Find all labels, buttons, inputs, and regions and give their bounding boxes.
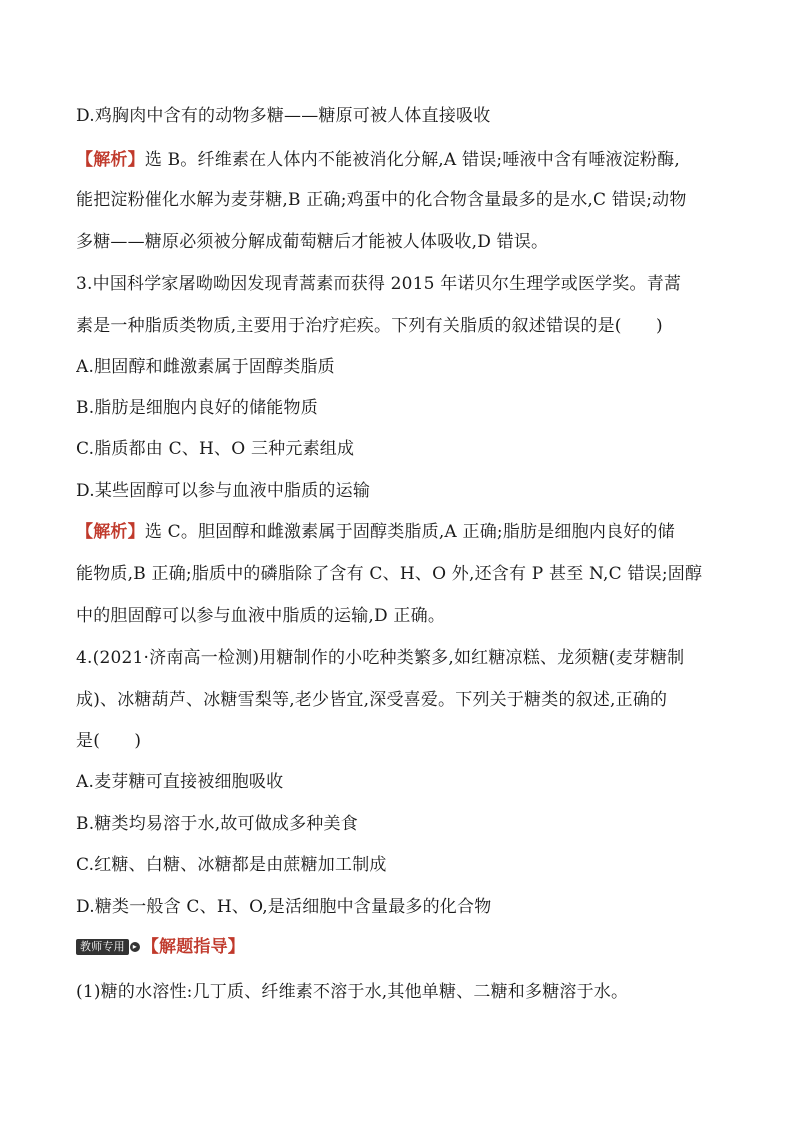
q3-option-b: B.脂肪是细胞内良好的储能物质 xyxy=(76,398,318,418)
teacher-guide-heading xyxy=(76,935,722,959)
q2-analysis-line-2: 能把淀粉催化水解为麦芽糖,B 正确;鸡蛋中的化合物含量最多的是水,C 错误;动物 xyxy=(76,190,687,210)
q3-stem-line-1: 3.中国科学家屠呦呦因发现青蒿素而获得 2015 年诺贝尔生理学或医学奖。青蒿 xyxy=(76,274,682,294)
q4-stem-line-2: 成)、冰糖葫芦、冰糖雪梨等,老少皆宜,深受喜爱。下列关于糖类的叙述,正确的 xyxy=(76,690,668,710)
q2-option-d: D.鸡胸肉中含有的动物多糖——糖原可被人体直接吸收 xyxy=(76,106,491,126)
q4-stem-line-1: 4.(2021·济南高一检测)用糖制作的小吃种类繁多,如红糖凉糕、龙须糖(麦芽糖制 xyxy=(76,648,685,668)
q3-analysis-line-2: 能物质,B 正确;脂质中的磷脂除了含有 C、H、O 外,还含有 P 甚至 N,C 错误;固醇 xyxy=(76,564,703,584)
q4-stem-line-3: 是( ) xyxy=(76,731,142,751)
q4-option-d: D.糖类一般含 C、H、O,是活细胞中含量最多的化合物 xyxy=(76,897,492,917)
q4-option-a: A.麦芽糖可直接被细胞吸收 xyxy=(76,772,284,792)
analysis-label: 【解析】 xyxy=(76,150,145,170)
q2-analysis-line-1 xyxy=(76,148,722,172)
q4-option-b: B.糖类均易溶于水,故可做成多种美食 xyxy=(76,814,358,834)
teacher-only-badge: 教师专用 xyxy=(76,939,129,955)
guide-label: 【解题指导】 xyxy=(141,937,246,957)
q2-analysis-line-3: 多糖——糖原必须被分解成葡萄糖后才能被人体吸收,D 错误。 xyxy=(76,232,549,252)
q4-option-c: C.红糖、白糖、冰糖都是由蔗糖加工制成 xyxy=(76,855,387,875)
q3-option-a: A.胆固醇和雌激素属于固醇类脂质 xyxy=(76,357,335,377)
q3-analysis-line-1 xyxy=(76,520,722,544)
q3-analysis-line-3: 中的胆固醇可以参与血液中脂质的运输,D 正确。 xyxy=(76,606,446,626)
q3-stem-line-2: 素是一种脂质类物质,主要用于治疗疟疾。下列有关脂质的叙述错误的是( ) xyxy=(76,316,663,336)
analysis-text: 选 C。胆固醇和雌激素属于固醇类脂质,A 正确;脂肪是细胞内良好的储 xyxy=(144,522,675,542)
analysis-label: 【解析】 xyxy=(76,522,145,542)
q3-option-d: D.某些固醇可以参与血液中脂质的运输 xyxy=(76,481,371,501)
analysis-text: 选 B。纤维素在人体内不能被消化分解,A 错误;唾液中含有唾液淀粉酶, xyxy=(144,150,680,170)
arrow-icon: ▸ xyxy=(130,942,140,952)
q3-option-c: C.脂质都由 C、H、O 三种元素组成 xyxy=(76,439,355,459)
guide-point-1: (1)糖的水溶性:几丁质、纤维素不溶于水,其他单糖、二糖和多糖溶于水。 xyxy=(76,982,629,1002)
